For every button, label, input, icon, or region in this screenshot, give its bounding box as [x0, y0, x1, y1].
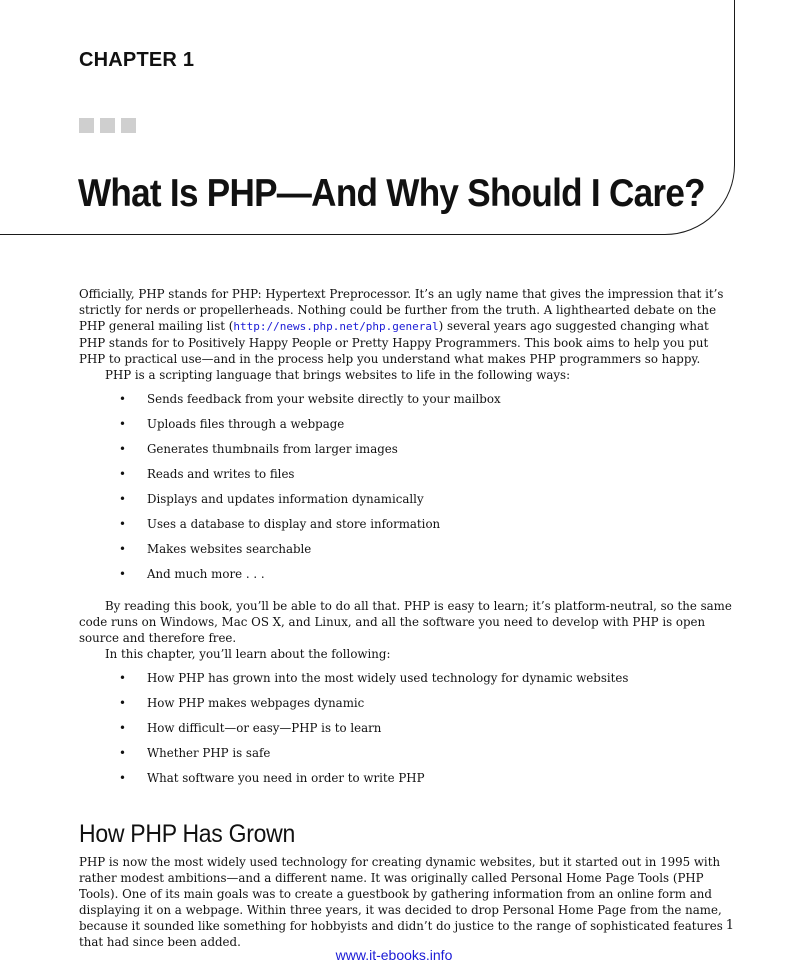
benefits-paragraph: By reading this book, you’ll be able to do all that. PHP is easy to learn; it’s platform-neutral, so the same code runs on Windows, Mac OS X, and Linux, and all the software you need to develop with PHP is open source and therefore free. [79, 599, 732, 645]
page-number: 1 [725, 918, 734, 933]
list-item-text: How difficult—or easy—PHP is to learn [147, 721, 382, 735]
chapter-body [79, 286, 735, 950]
topics-lead-paragraph: In this chapter, you’ll learn about the following: [105, 647, 391, 661]
bullet-glyph: • [119, 392, 126, 406]
bullet-glyph: • [119, 517, 126, 531]
intro-text-before-link: Officially, PHP stands for PHP: Hypertext Preprocessor. It’s an ugly name that gives the impression that it’s strictly for nerds or propellerheads. Nothing could be further from the truth. A lighthearted debate on the PHP general mailing list ( [79, 287, 724, 333]
bullet-glyph: • [119, 671, 126, 685]
list-item-text: Uploads files through a webpage [147, 417, 345, 431]
bullet-glyph: • [119, 771, 126, 785]
bullet-glyph: • [119, 417, 126, 431]
list-item-text: Uses a database to display and store information [147, 517, 441, 531]
list-item-text: Reads and writes to files [147, 467, 295, 481]
intro-text-after-link: ) several years ago suggested changing what PHP stands for to Positively Happy People or Pretty Happy Programmers. This book aims to help you put PHP to practical use—and in the process help you understand what makes PHP programmers so happy. [79, 319, 709, 366]
list-item [119, 491, 735, 516]
footer-site-link[interactable]: www.it-ebooks.info [335, 947, 453, 963]
list-item [119, 516, 735, 541]
list-item [119, 466, 735, 491]
decorative-square [100, 118, 115, 133]
section-heading: How PHP Has Grown [79, 820, 296, 848]
decorative-squares [79, 118, 136, 133]
intro-paragraph [79, 286, 735, 367]
list-item [119, 566, 735, 591]
list-item-text: Makes websites searchable [147, 542, 312, 556]
bullet-glyph: • [119, 567, 126, 581]
list-item-text: How PHP makes webpages dynamic [147, 696, 365, 710]
mailing-list-link[interactable]: http://news.php.net/php.general [233, 320, 439, 333]
list-item [119, 770, 735, 795]
list-item [119, 441, 735, 466]
list-item [119, 720, 735, 745]
decorative-square [121, 118, 136, 133]
list-item [119, 670, 735, 695]
bullet-glyph: • [119, 542, 126, 556]
list-item-text: What software you need in order to write PHP [147, 771, 425, 785]
list-item-text: And much more . . . [147, 567, 265, 581]
bullet-glyph: • [119, 696, 126, 710]
bullet-glyph: • [119, 442, 126, 456]
uses-bullet-list [79, 391, 735, 591]
chapter-label: CHAPTER 1 [79, 49, 195, 71]
list-item [119, 745, 735, 770]
bullet-glyph: • [119, 492, 126, 506]
bullet-glyph: • [119, 746, 126, 760]
list-item-text: Generates thumbnails from larger images [147, 442, 398, 456]
section-paragraph: PHP is now the most widely used technology for creating dynamic websites, but it started out in 1995 with rather modest ambitions—and a different name. It was originally called Personal Home Page Tools (PHP Tools). One of its main goals was to create a guestbook by gathering information from an online form and displaying it on a webpage. Within three years, it was decided to drop Personal Home Page from the name, because it sounded like something for hobbyists and didn’t do justice to the range of sophisticated features that had since been added. [79, 855, 723, 949]
list-item [119, 541, 735, 566]
bullet-glyph: • [119, 467, 126, 481]
chapter-title: What Is PHP—And Why Should I Care? [78, 172, 705, 215]
list-item-text: Whether PHP is safe [147, 746, 271, 760]
uses-lead-paragraph: PHP is a scripting language that brings websites to life in the following ways: [105, 368, 571, 382]
topics-bullet-list [79, 670, 735, 795]
list-item [119, 416, 735, 441]
bullet-glyph: • [119, 721, 126, 735]
list-item-text: Sends feedback from your website directly to your mailbox [147, 392, 501, 406]
list-item [119, 695, 735, 720]
decorative-square [79, 118, 94, 133]
list-item-text: How PHP has grown into the most widely used technology for dynamic websites [147, 671, 629, 685]
list-item [119, 391, 735, 416]
list-item-text: Displays and updates information dynamically [147, 492, 424, 506]
